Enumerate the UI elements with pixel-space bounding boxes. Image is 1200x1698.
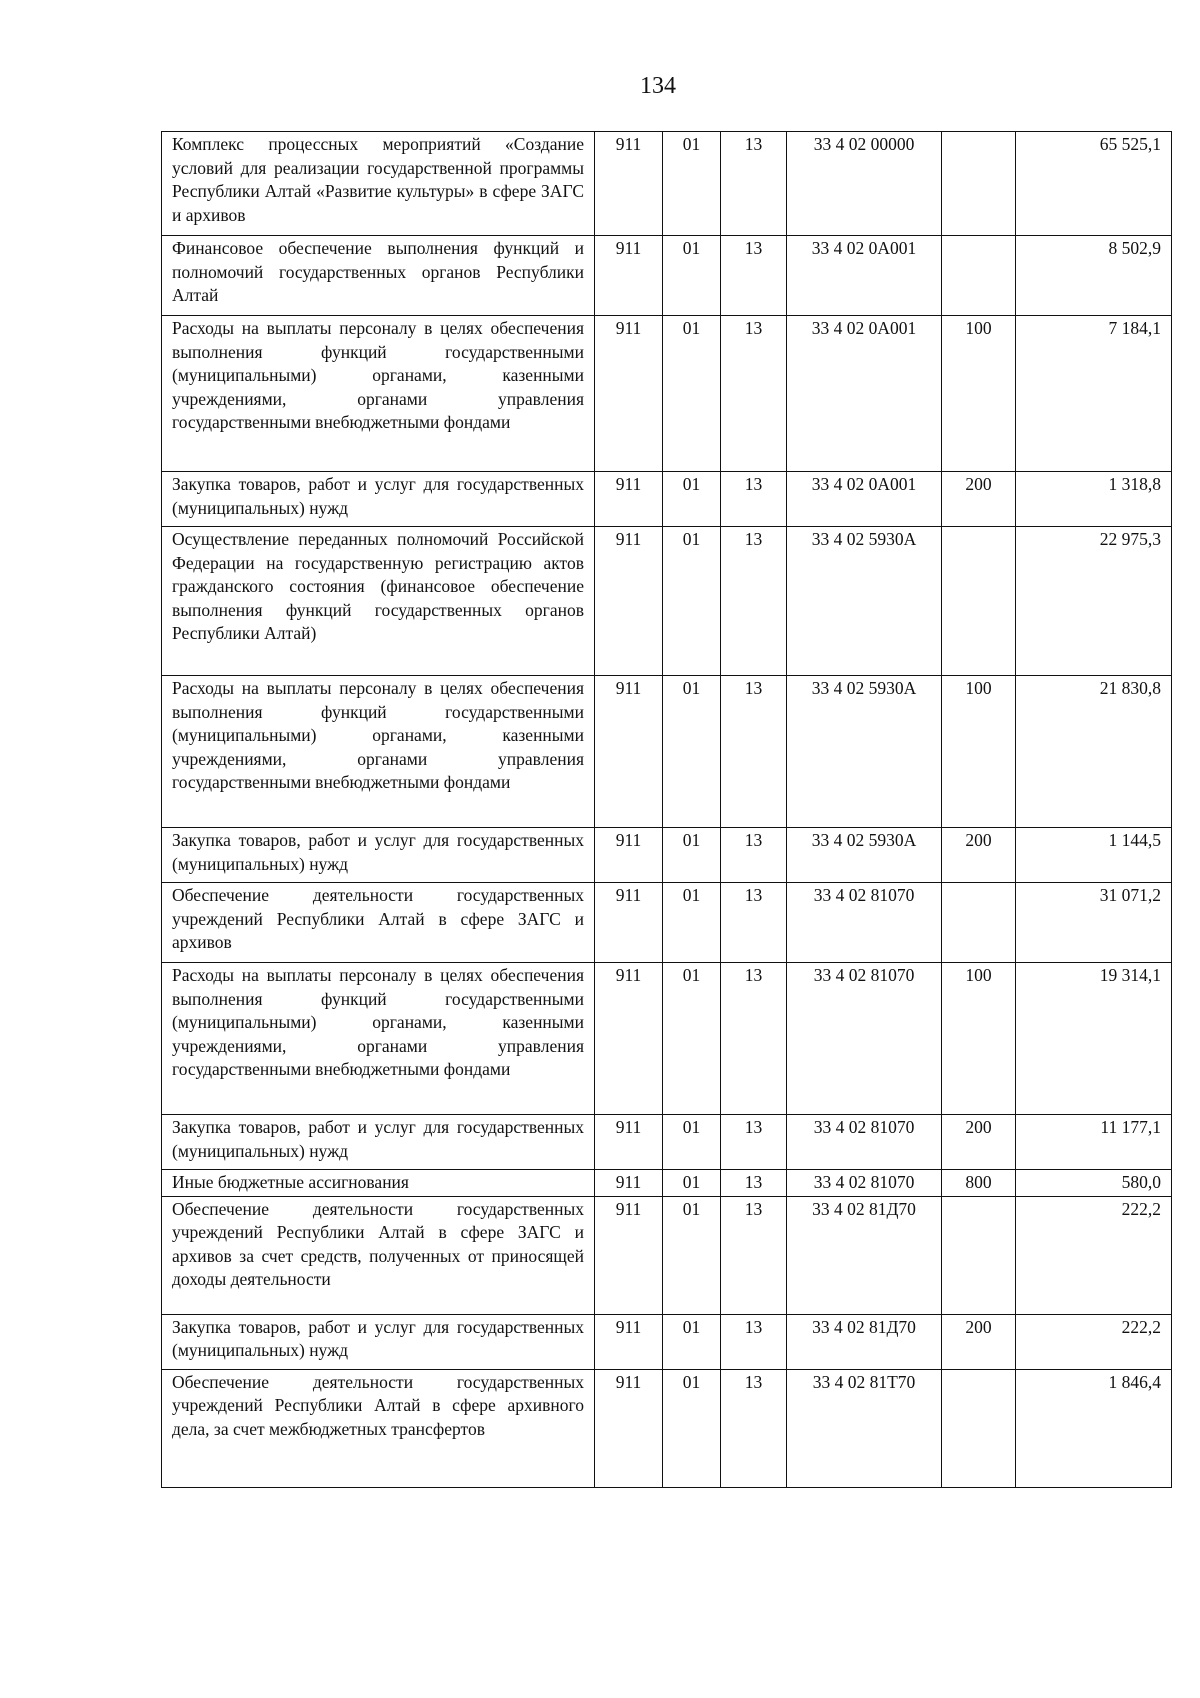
section-code-cell: 01	[663, 1369, 721, 1487]
row-name-cell: Иные бюджетные ассигнования	[162, 1170, 595, 1197]
row-name-cell: Закупка товаров, работ и услуг для государственных (муниципальных) нужд	[162, 1115, 595, 1170]
expense-type-cell	[942, 527, 1016, 676]
table-row	[162, 236, 1172, 316]
ministry-code-cell: 911	[595, 963, 663, 1115]
table-row	[162, 316, 1172, 472]
amount-cell: 7 184,1	[1016, 316, 1172, 472]
amount-cell: 1 318,8	[1016, 472, 1172, 527]
section-code-cell: 01	[663, 828, 721, 883]
section-code-cell: 01	[663, 963, 721, 1115]
expense-type-cell	[942, 132, 1016, 236]
subsection-code-cell: 13	[721, 132, 787, 236]
amount-cell: 31 071,2	[1016, 883, 1172, 963]
target-article-cell: 33 4 02 00000	[787, 132, 942, 236]
ministry-code-cell: 911	[595, 236, 663, 316]
row-name-cell: Закупка товаров, работ и услуг для государственных (муниципальных) нужд	[162, 828, 595, 883]
expense-type-cell: 800	[942, 1170, 1016, 1197]
row-name-cell: Расходы на выплаты персоналу в целях обеспечения выполнения функций государственными (муниципальными) органами, казенными учреждениями, органами управления государственными внебюджетными фондами	[162, 676, 595, 828]
table-row	[162, 883, 1172, 963]
row-name-cell: Обеспечение деятельности государственных учреждений Республики Алтай в сфере ЗАГС и архивов	[162, 883, 595, 963]
ministry-code-cell: 911	[595, 1369, 663, 1487]
expense-type-cell: 100	[942, 676, 1016, 828]
expense-type-cell	[942, 236, 1016, 316]
expense-type-cell: 200	[942, 472, 1016, 527]
section-code-cell: 01	[663, 676, 721, 828]
table-row	[162, 1196, 1172, 1314]
expense-type-cell	[942, 1196, 1016, 1314]
amount-cell: 21 830,8	[1016, 676, 1172, 828]
ministry-code-cell: 911	[595, 527, 663, 676]
subsection-code-cell: 13	[721, 472, 787, 527]
table-row	[162, 963, 1172, 1115]
target-article-cell: 33 4 02 5930А	[787, 828, 942, 883]
section-code-cell: 01	[663, 132, 721, 236]
ministry-code-cell: 911	[595, 828, 663, 883]
row-name-cell: Комплекс процессных мероприятий «Создание условий для реализации государственной программы Республики Алтай «Развитие культуры» в сфере ЗАГС и архивов	[162, 132, 595, 236]
section-code-cell: 01	[663, 1314, 721, 1369]
target-article-cell: 33 4 02 0А001	[787, 316, 942, 472]
subsection-code-cell: 13	[721, 1369, 787, 1487]
subsection-code-cell: 13	[721, 883, 787, 963]
expense-type-cell: 100	[942, 963, 1016, 1115]
amount-cell: 8 502,9	[1016, 236, 1172, 316]
subsection-code-cell: 13	[721, 527, 787, 676]
subsection-code-cell: 13	[721, 236, 787, 316]
target-article-cell: 33 4 02 5930А	[787, 527, 942, 676]
table-body	[162, 132, 1172, 1488]
page-number: 134	[640, 73, 676, 99]
target-article-cell: 33 4 02 81Д70	[787, 1314, 942, 1369]
expense-type-cell: 200	[942, 1314, 1016, 1369]
target-article-cell: 33 4 02 81070	[787, 963, 942, 1115]
target-article-cell: 33 4 02 81Д70	[787, 1196, 942, 1314]
ministry-code-cell: 911	[595, 1314, 663, 1369]
subsection-code-cell: 13	[721, 1170, 787, 1197]
row-name-cell: Осуществление переданных полномочий Российской Федерации на государственную регистрацию актов гражданского состояния (финансовое обеспечение выполнения функций государственных органов Республики Алтай)	[162, 527, 595, 676]
amount-cell: 222,2	[1016, 1196, 1172, 1314]
ministry-code-cell: 911	[595, 676, 663, 828]
target-article-cell: 33 4 02 0А001	[787, 236, 942, 316]
subsection-code-cell: 13	[721, 828, 787, 883]
amount-cell: 1 144,5	[1016, 828, 1172, 883]
amount-cell: 22 975,3	[1016, 527, 1172, 676]
subsection-code-cell: 13	[721, 1115, 787, 1170]
ministry-code-cell: 911	[595, 316, 663, 472]
ministry-code-cell: 911	[595, 1170, 663, 1197]
subsection-code-cell: 13	[721, 316, 787, 472]
subsection-code-cell: 13	[721, 676, 787, 828]
row-name-cell: Обеспечение деятельности государственных учреждений Республики Алтай в сфере ЗАГС и архивов за счет средств, полученных от приносящей доходы деятельности	[162, 1196, 595, 1314]
table-row	[162, 132, 1172, 236]
row-name-cell: Закупка товаров, работ и услуг для государственных (муниципальных) нужд	[162, 472, 595, 527]
expense-type-cell: 200	[942, 1115, 1016, 1170]
subsection-code-cell: 13	[721, 1196, 787, 1314]
ministry-code-cell: 911	[595, 472, 663, 527]
section-code-cell: 01	[663, 527, 721, 676]
subsection-code-cell: 13	[721, 1314, 787, 1369]
expense-type-cell: 100	[942, 316, 1016, 472]
budget-table	[161, 131, 1172, 1488]
section-code-cell: 01	[663, 1115, 721, 1170]
amount-cell: 580,0	[1016, 1170, 1172, 1197]
target-article-cell: 33 4 02 81070	[787, 1115, 942, 1170]
table-row	[162, 1115, 1172, 1170]
table-row	[162, 676, 1172, 828]
table-row	[162, 1170, 1172, 1197]
table-row	[162, 1369, 1172, 1487]
section-code-cell: 01	[663, 883, 721, 963]
target-article-cell: 33 4 02 81070	[787, 1170, 942, 1197]
section-code-cell: 01	[663, 472, 721, 527]
target-article-cell: 33 4 02 81070	[787, 883, 942, 963]
table-row	[162, 1314, 1172, 1369]
target-article-cell: 33 4 02 81Т70	[787, 1369, 942, 1487]
section-code-cell: 01	[663, 1170, 721, 1197]
section-code-cell: 01	[663, 1196, 721, 1314]
expense-type-cell	[942, 883, 1016, 963]
ministry-code-cell: 911	[595, 883, 663, 963]
table-row	[162, 527, 1172, 676]
ministry-code-cell: 911	[595, 1115, 663, 1170]
row-name-cell: Расходы на выплаты персоналу в целях обеспечения выполнения функций государственными (муниципальными) органами, казенными учреждениями, органами управления государственными внебюджетными фондами	[162, 963, 595, 1115]
ministry-code-cell: 911	[595, 132, 663, 236]
amount-cell: 11 177,1	[1016, 1115, 1172, 1170]
target-article-cell: 33 4 02 5930А	[787, 676, 942, 828]
subsection-code-cell: 13	[721, 963, 787, 1115]
table-row	[162, 472, 1172, 527]
amount-cell: 222,2	[1016, 1314, 1172, 1369]
row-name-cell: Закупка товаров, работ и услуг для государственных (муниципальных) нужд	[162, 1314, 595, 1369]
amount-cell: 19 314,1	[1016, 963, 1172, 1115]
expense-type-cell: 200	[942, 828, 1016, 883]
row-name-cell: Финансовое обеспечение выполнения функций и полномочий государственных органов Республики Алтай	[162, 236, 595, 316]
amount-cell: 1 846,4	[1016, 1369, 1172, 1487]
row-name-cell: Расходы на выплаты персоналу в целях обеспечения выполнения функций государственными (муниципальными) органами, казенными учреждениями, органами управления государственными внебюджетными фондами	[162, 316, 595, 472]
row-name-cell: Обеспечение деятельности государственных учреждений Республики Алтай в сфере архивного дела, за счет межбюджетных трансфертов	[162, 1369, 595, 1487]
expense-type-cell	[942, 1369, 1016, 1487]
target-article-cell: 33 4 02 0А001	[787, 472, 942, 527]
table-row	[162, 828, 1172, 883]
ministry-code-cell: 911	[595, 1196, 663, 1314]
section-code-cell: 01	[663, 316, 721, 472]
amount-cell: 65 525,1	[1016, 132, 1172, 236]
section-code-cell: 01	[663, 236, 721, 316]
